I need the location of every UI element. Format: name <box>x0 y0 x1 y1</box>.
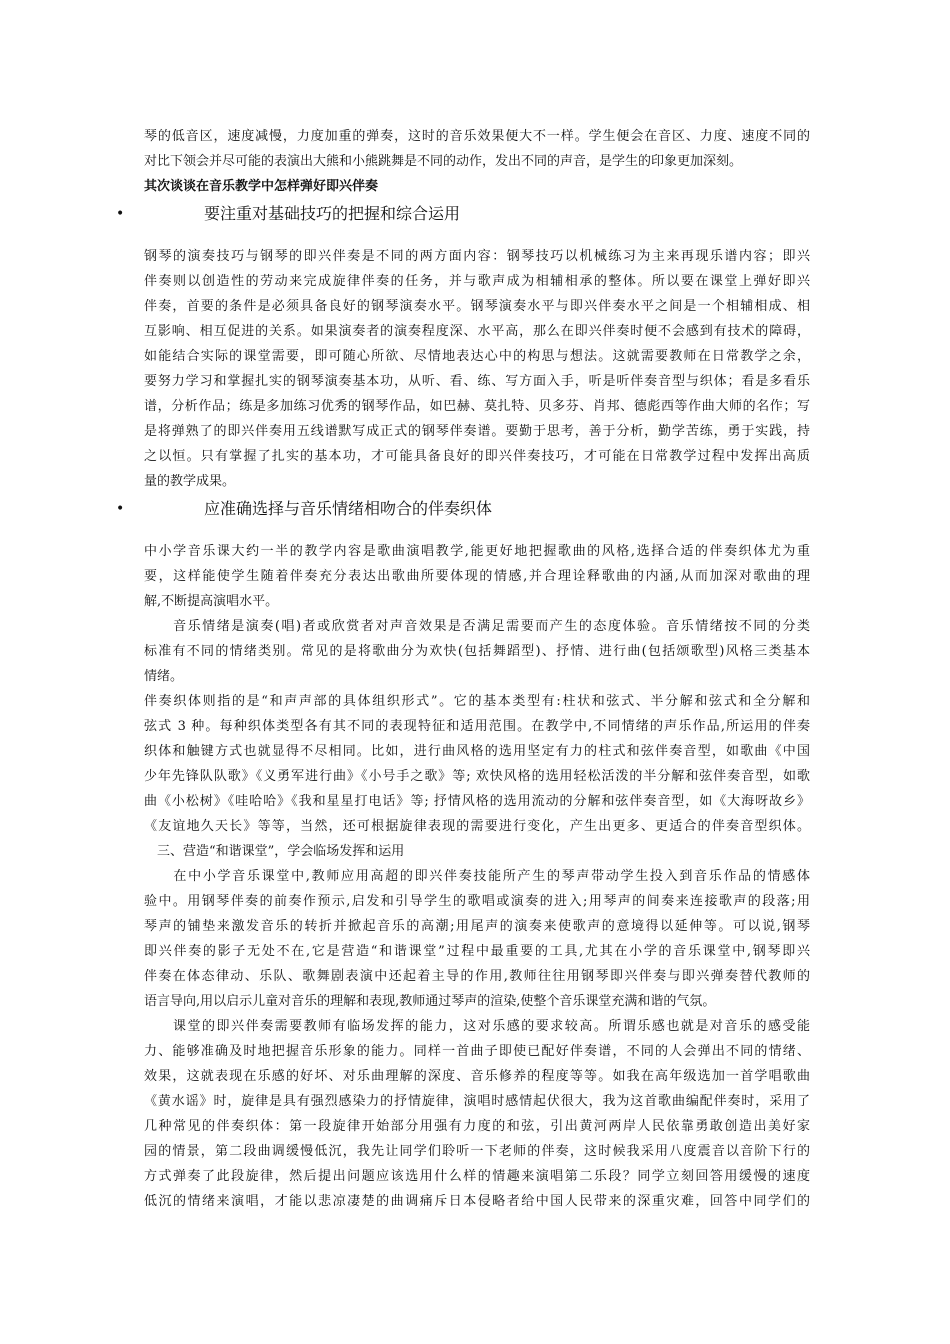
text-line: 弦式 3 种。每种织体类型各有其不同的表现特征和适用范围。在教学中,不同情绪的声乐作品,所运用的伴奏 <box>144 719 810 734</box>
text-line: 标准有不同的情绪类别。常见的是将歌曲分为欢快(包括舞蹈型)、抒情、进行曲(包括颂歌型)风格三类基本 <box>144 644 810 659</box>
text-line: 互影响、相互促进的关系。如果演奏者的演奏程度深、水平高，那么在即兴伴奏时便不会感到有技术的障碍， <box>144 324 810 339</box>
bullet-heading-text: 要注重对基础技巧的把握和综合运用 <box>204 204 461 223</box>
bullet-heading-text: 应准确选择与音乐情绪相吻合的伴奏织体 <box>204 499 493 518</box>
text-line: 《友谊地久天长》等等，当然，还可根据旋律表现的需要进行变化，产生出更多、更适合的伴奏音型织体。 <box>144 819 810 834</box>
text-line: 验中。用钢琴伴奏的前奏作预示,启发和引导学生的歌唱或演奏的进入;用琴声的间奏来连接歌声的段落;用 <box>144 894 810 909</box>
text-line: 琴声的铺垫来激发音乐的转折并掀起音乐的高潮;用尾声的演奏来使歌声的意境得以延伸等。可以说,钢琴 <box>144 919 810 934</box>
text-line: 是将弹熟了的即兴伴奏用五线谱默写成正式的钢琴伴奏谱。要勤于思考，善于分析，勤学苦练，勇于实践，持 <box>144 424 810 439</box>
text-line: 谱，分析作品；练是多加练习优秀的钢琴作品，如巴赫、莫扎特、贝多芬、肖邦、德彪西等作曲大师的名作；写 <box>144 399 810 414</box>
text-line: 伴奏，首要的条件是必须具备良好的钢琴演奏水平。钢琴演奏水平与即兴伴奏水平之间是一个相辅相成、相 <box>144 299 810 314</box>
text-line: 中小学音乐课大约一半的教学内容是歌曲演唱教学,能更好地把握歌曲的风格,选择合适的伴奏织体尤为重 <box>144 544 810 559</box>
text-line: 织体和触键方式也就显得不尽相同。比如，进行曲风格的选用坚定有力的柱式和弦伴奏音型，如歌曲《中国 <box>144 744 810 759</box>
text-line: 低沉的情绪来演唱，才能以悲凉凄楚的曲调痛斥日本侵略者给中国人民带来的深重灾难，回答中同学们的 <box>144 1194 810 1209</box>
text-line: 音乐情绪是演奏(唱)者或欣赏者对声音效果是否满足需要而产生的态度体验。音乐情绪按不同的分类 <box>144 619 810 634</box>
text-line: 《黄水谣》时，旋律是具有强烈感染力的抒情旋律，演唱时感情起伏很大，我为这首歌曲编配伴奏时，采用了 <box>144 1094 810 1109</box>
text-line: 课堂的即兴伴奏需要教师有临场发挥的能力，这对乐感的要求较高。所谓乐感也就是对音乐的感受能 <box>144 1019 810 1034</box>
text-line: 少年先锋队队歌》《义勇军进行曲》《小号手之歌》等; 欢快风格的选用轻松活泼的半分解和弦伴奏音型，如歌 <box>144 769 810 784</box>
paragraph-accompaniment-texture <box>144 539 810 1214</box>
bullet-icon: • <box>116 501 125 517</box>
text-line: 语言导向,用以启示儿童对音乐的理解和表现,教师通过琴声的渲染,使整个音乐课堂充满和谐的气氛。 <box>144 994 716 1009</box>
text-line: 如能结合实际的课堂需要，即可随心所欲、尽情地表达心中的构思与想法。这就需要教师在日常教学之余， <box>144 349 810 364</box>
text-line: 即兴伴奏的影子无处不在,它是营造“和谐课堂”过程中最重要的工具,尤其在小学的音乐课堂中,钢琴即兴 <box>144 944 810 959</box>
text-line: 情绪。 <box>144 669 184 684</box>
paragraph-continued <box>144 124 810 174</box>
text-line: 之以恒。只有掌握了扎实的基本功，才可能具备良好的即兴伴奏技巧，才可能在日常教学过程中发挥出高质 <box>144 449 810 464</box>
text-line: 伴奏则以创造性的劳动来完成旋律伴奏的任务，并与歌声成为相辅相承的整体。所以要在课堂上弹好即兴 <box>144 274 810 289</box>
text-line: 解,不断提高演唱水平。 <box>144 594 279 609</box>
text-line: 方式弹奏了此段旋律，然后提出问题应该选用什么样的情趣来演唱第二乐段？同学立刻回答用缓慢的速度 <box>144 1169 810 1184</box>
text-line: 伴奏在体态律动、乐队、歌舞剧表演中还起着主导的作用,教师往往用钢琴即兴伴奏与即兴弹奏替代教师的 <box>144 969 810 984</box>
text-line: 伴奏织体则指的是“和声声部的具体组织形式”。它的基本类型有:柱状和弦式、半分解和弦式和全分解和 <box>144 694 810 709</box>
text-line: 效果，这就表现在乐感的好坏、对乐曲理解的深度、音乐修养的程度等等。如我在高年级选加一首学唱歌曲 <box>144 1069 810 1084</box>
text-line: 钢琴的演奏技巧与钢琴的即兴伴奏是不同的两方面内容：钢琴技巧以机械练习为主来再现乐谱内容；即兴 <box>144 249 810 264</box>
text-line: 要，这样能使学生随着伴奏充分表达出歌曲所要体现的情感,并合理诠释歌曲的内涵,从而加深对歌曲的理 <box>144 569 810 584</box>
bullet-icon: • <box>116 206 125 222</box>
text-line: 量的教学成果。 <box>144 474 236 489</box>
text-line: 园的情景，第二段曲调缓慢低沉，我先让同学们聆听一下老师的伴奏，这时候我采用八度震音以音阶下行的 <box>144 1144 810 1159</box>
text-line: 琴的低音区，速度减慢，力度加重的弹奏，这时的音乐效果便大不一样。学生便会在音区、力度、速度不同的 <box>144 129 810 144</box>
section-heading: 其次谈谈在音乐教学中怎样弹好即兴伴奏 <box>144 179 379 194</box>
text-line: 曲《小松树》《哇哈哈》《我和星星打电话》等; 抒情风格的选用流动的分解和弦伴奏音型，如《大海呀故乡》 <box>144 794 810 809</box>
text-line: 力、能够准确及时地把握音乐形象的能力。同样一首曲子即使已配好伴奏谱，不同的人会弹出不同的情绪、 <box>144 1044 810 1059</box>
bullet-heading-2 <box>116 494 810 524</box>
text-line: 几种常见的伴奏织体：第一段旋律开始部分用强有力度的和弦，引出黄河两岸人民依靠勇敢创造出美好家 <box>144 1119 810 1134</box>
bullet-heading-1 <box>116 199 810 229</box>
document-page <box>116 124 810 1214</box>
paragraph-piano-technique <box>144 244 810 494</box>
text-line: 要努力学习和掌握扎实的钢琴演奏基本功，从听、看、练、写方面入手，听是听伴奏音型与织体；看是多看乐 <box>144 374 810 389</box>
text-line: 在中小学音乐课堂中,教师应用高超的即兴伴奏技能所产生的琴声带动学生投入到音乐作品的情感体 <box>144 869 810 884</box>
section-three-heading: 三、营造“和谐课堂”，学会临场发挥和运用 <box>144 844 405 859</box>
text-line: 对比下领会并尽可能的表演出大熊和小熊跳舞是不同的动作，发出不同的声音，是学生的印象更加深刻。 <box>144 154 743 169</box>
